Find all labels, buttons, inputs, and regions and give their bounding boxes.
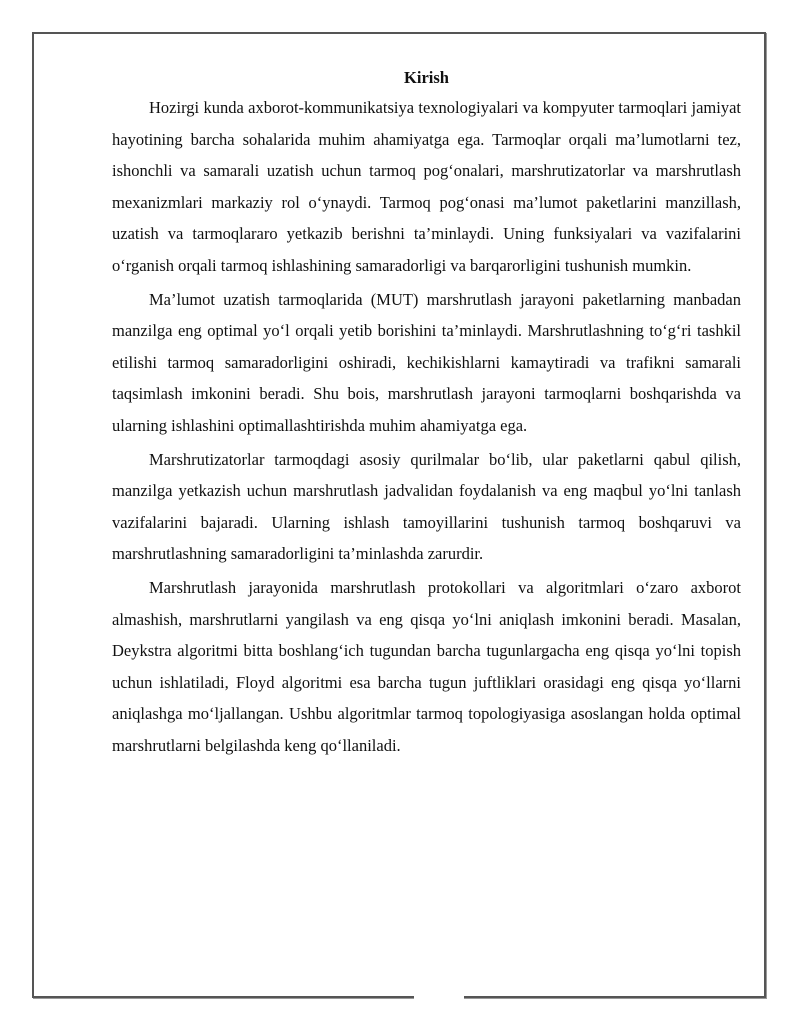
paragraph-1: Hozirgi kunda axborot-kommunikatsiya texnologiyalari va kompyuter tarmoqlari jamiyat hayotining barcha sohalarida muhim ahamiyatga ega. Tarmoqlar orqali ma’lumotlarni tez, ishonchli va samarali uzatish uchun tarmoq pog‘onalari, marshrutizatorlar va marshrutlash mexanizmlari markaziy rol o‘ynaydi. Tarmoq pog‘onasi ma’lumot paketlarini manzillash, uzatish va tarmoqlararo yetkazib berishni ta’minlaydi. Uning funksiyalari va vazifalarini o‘rganish orqali tarmoq ishlashining samaradorligi va barqarorligini tushunish mumkin. <box>112 98 741 275</box>
section-title: Kirish <box>404 68 449 87</box>
page-border-gap <box>414 994 464 1002</box>
document-body <box>112 64 741 763</box>
paragraph-3: Marshrutizatorlar tarmoqdagi asosiy qurilmalar bo‘lib, ular paketlarni qabul qilish, manzilga yetkazish uchun marshrutlash jadvalidan foydalanish va eng maqbul yo‘lni tanlash vazifalarini bajaradi. Ularning ishlash tamoyillarini tushunish tarmoq boshqaruvi va marshrutlashning samaradorligini ta’minlashda zarurdir. <box>112 449 741 564</box>
paragraph-4: Marshrutlash jarayonida marshrutlash protokollari va algoritmlari o‘zaro axborot almashish, marshrutlarni yangilash va eng qisqa yo‘lni aniqlash imkonini beradi. Masalan, Deykstra algoritmi bitta boshlang‘ich tugundan barcha tugunlargacha eng qisqa yo‘lni topish uchun ishlatiladi, Floyd algoritmi esa barcha tugun juftliklari orasidagi eng qisqa yo‘llarni aniqlashga mo‘ljallangan. Ushbu algoritmlar tarmoq topologiyasiga asoslangan holda optimal marshrutlarni belgilashda keng qo‘llaniladi. <box>112 577 741 755</box>
paragraph-2: Ma’lumot uzatish tarmoqlarida (MUT) marshrutlash jarayoni paketlarning manbadan manzilga eng optimal yo‘l orqali yetib borishini ta’minlaydi. Marshrutlashning to‘g‘ri tashkil etilishi tarmoq samaradorligini oshiradi, kechikishlarni kamaytiradi va trafikni samarali taqsimlash imkonini beradi. Shu bois, marshrutlash jarayoni tarmoqlarni boshqarishda va ularning ishlashini optimallashtirishda muhim ahamiyatga ega. <box>112 289 741 435</box>
